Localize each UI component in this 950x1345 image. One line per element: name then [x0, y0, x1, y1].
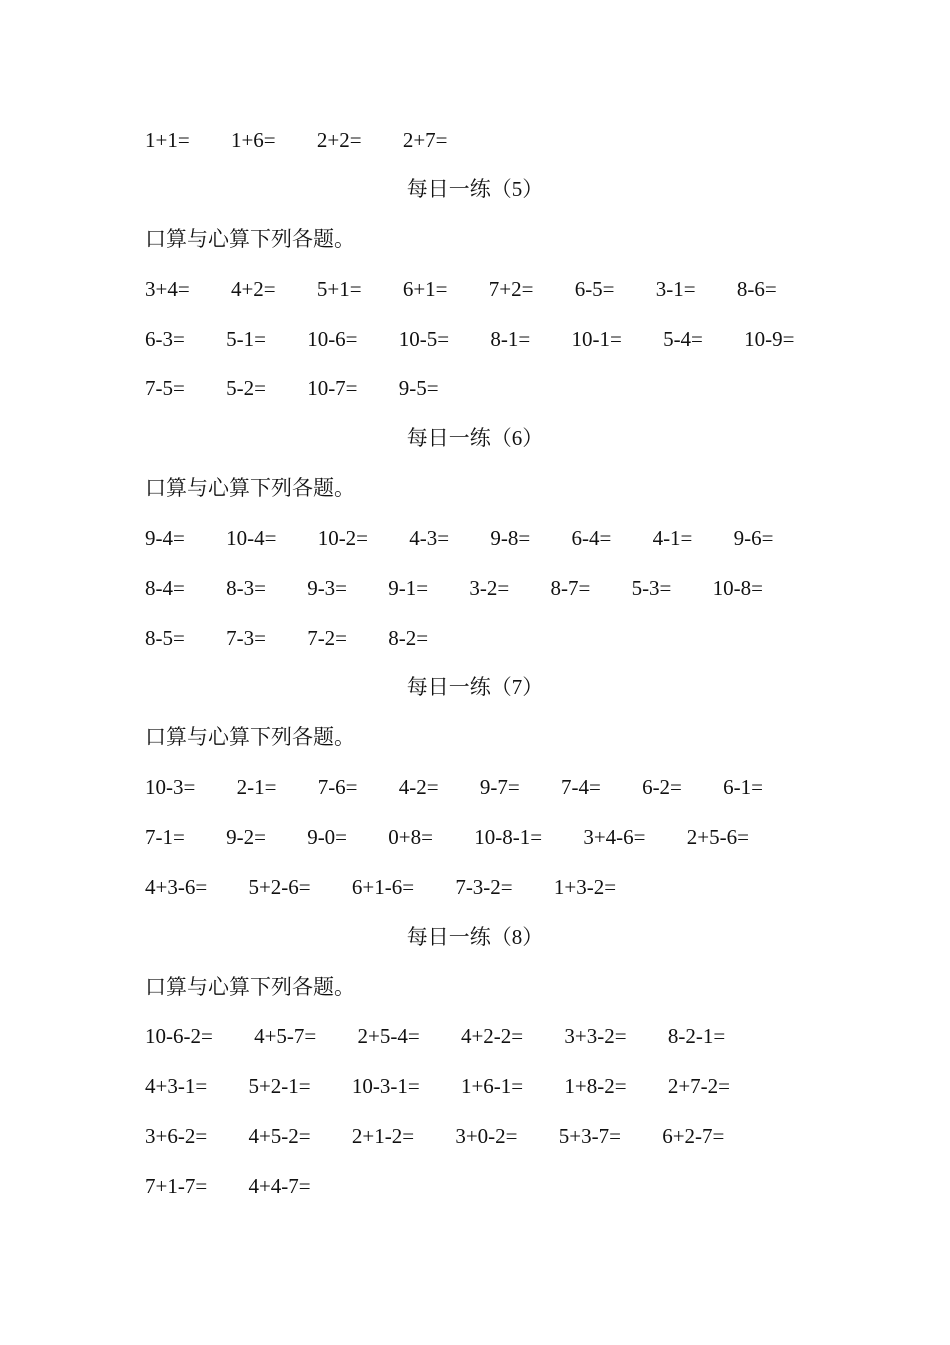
problem-row	[145, 522, 890, 554]
problem: 6-5=	[574, 277, 615, 301]
problem: 1+6=	[230, 128, 276, 152]
problem-row	[145, 1170, 890, 1202]
problem: 10-2=	[317, 526, 369, 550]
problem: 5+1=	[316, 277, 362, 301]
problem-row	[145, 871, 890, 903]
problem: 9-3=	[307, 576, 348, 600]
problem: 7-4=	[560, 775, 601, 799]
problem: 7-3-2=	[455, 875, 513, 899]
problem: 9-0=	[307, 825, 348, 849]
problem: 4+3-1=	[145, 1074, 208, 1098]
instruction-text: 口算与心算下列各题。	[145, 725, 355, 749]
problem: 3+6-2=	[145, 1124, 208, 1148]
problem: 10-6-2=	[145, 1024, 213, 1048]
problem: 4+4-7=	[248, 1174, 311, 1198]
problem: 4+2=	[230, 277, 276, 301]
problem: 4+2-2=	[460, 1024, 524, 1048]
section-title: 每日一练（6）	[406, 426, 544, 450]
problem: 1+8-2=	[564, 1074, 627, 1098]
problem: 5-3=	[631, 576, 672, 600]
problem: 10-3-1=	[351, 1074, 420, 1098]
problem: 2+1-2=	[351, 1124, 415, 1148]
problem: 0+8=	[388, 825, 433, 849]
section-title: 每日一练（5）	[406, 177, 544, 201]
problem: 6-3=	[145, 327, 185, 351]
problem: 3-2=	[469, 576, 510, 600]
problem: 10-9=	[744, 327, 795, 351]
problem: 1+1=	[145, 128, 190, 152]
problem-row	[145, 1070, 890, 1102]
problem: 10-8-1=	[474, 825, 543, 849]
problem: 4+3-6=	[145, 875, 208, 899]
problem: 5+3-7=	[558, 1124, 621, 1148]
problem: 10-8=	[712, 576, 763, 600]
problem: 2-1=	[236, 775, 277, 799]
problem: 2+7=	[402, 128, 448, 152]
problem: 9-4=	[145, 526, 185, 550]
problem: 10-5=	[398, 327, 450, 351]
problem: 1+6-1=	[460, 1074, 524, 1098]
problem: 8-2-1=	[667, 1024, 726, 1048]
problem: 8-7=	[550, 576, 591, 600]
problem: 5+2-6=	[248, 875, 311, 899]
problem: 3-1=	[655, 277, 696, 301]
problem: 5-1=	[226, 327, 266, 351]
problem: 6+1-6=	[351, 875, 415, 899]
problem: 9-7=	[479, 775, 520, 799]
problem: 7-5=	[145, 376, 185, 400]
problem: 2+5-4=	[357, 1024, 420, 1048]
problem-row	[145, 821, 890, 853]
problem: 2+7-2=	[667, 1074, 731, 1098]
problem: 5+2-1=	[248, 1074, 311, 1098]
problem: 8-3=	[226, 576, 266, 600]
problem: 6-2=	[642, 775, 682, 799]
problem-row	[145, 273, 890, 305]
problem: 8-6=	[736, 277, 777, 301]
problem: 4-3=	[409, 526, 450, 550]
problem: 3+0-2=	[455, 1124, 518, 1148]
problem: 8-5=	[145, 626, 185, 650]
top-problem-row	[145, 124, 890, 156]
problem: 10-6=	[307, 327, 358, 351]
problem: 3+4=	[145, 277, 190, 301]
problem-row	[145, 1120, 890, 1152]
problem: 6+2-7=	[662, 1124, 725, 1148]
problem: 9-2=	[226, 825, 266, 849]
problem: 2+5-6=	[686, 825, 749, 849]
problem: 9-1=	[388, 576, 429, 600]
instruction-text: 口算与心算下列各题。	[145, 476, 355, 500]
instruction-text: 口算与心算下列各题。	[145, 227, 355, 251]
problem: 7-2=	[307, 626, 348, 650]
problem: 10-4=	[226, 526, 277, 550]
problem: 4+5-2=	[248, 1124, 311, 1148]
problem: 7+2=	[488, 277, 534, 301]
problem: 4-2=	[398, 775, 439, 799]
problem-row	[145, 572, 890, 604]
problem: 8-4=	[145, 576, 185, 600]
problem-row	[145, 622, 890, 654]
problem: 7+1-7=	[145, 1174, 208, 1198]
problem: 9-8=	[490, 526, 531, 550]
problem: 10-7=	[307, 376, 358, 400]
problem: 7-1=	[145, 825, 185, 849]
problem: 8-1=	[490, 327, 531, 351]
problem: 9-6=	[733, 526, 774, 550]
problem: 7-6=	[317, 775, 358, 799]
problem: 10-1=	[571, 327, 622, 351]
problem: 5-4=	[663, 327, 703, 351]
problem: 1+3-2=	[553, 875, 617, 899]
section-title: 每日一练（8）	[406, 925, 544, 949]
problem: 6-1=	[723, 775, 763, 799]
problem: 8-2=	[388, 626, 429, 650]
problem: 3+3-2=	[564, 1024, 627, 1048]
problem-row	[145, 771, 890, 803]
problem: 3+4-6=	[583, 825, 646, 849]
problem-row	[145, 323, 890, 355]
problem: 4+5-7=	[254, 1024, 317, 1048]
problem: 6-4=	[571, 526, 612, 550]
problem-row	[145, 1020, 890, 1052]
problem: 5-2=	[226, 376, 266, 400]
problem: 4-1=	[652, 526, 693, 550]
section-title: 每日一练（7）	[406, 675, 544, 699]
problem: 9-5=	[398, 376, 439, 400]
problem: 7-3=	[226, 626, 266, 650]
problem: 2+2=	[316, 128, 362, 152]
problem: 10-3=	[145, 775, 196, 799]
problem-row	[145, 372, 890, 404]
instruction-text: 口算与心算下列各题。	[145, 975, 355, 999]
problem: 6+1=	[402, 277, 448, 301]
